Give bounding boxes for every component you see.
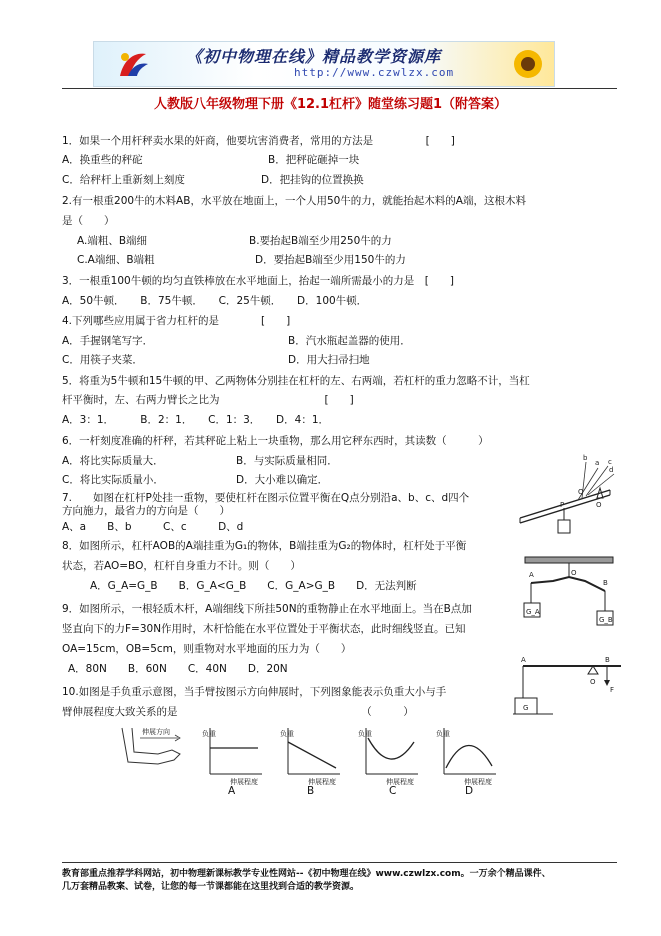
footer-line1: 教育部重点推荐学科网站，初中物理新课标教学专业性网站--《初中物理在线》www.czwlzx.com。一万余个精品课件、 xyxy=(62,869,551,879)
q8-stem-line2: 状态，若AO=BO，杠杆自身重力不计。则（ ） xyxy=(62,560,301,572)
q7-label-a: a xyxy=(595,459,600,467)
q8-label-a: A xyxy=(529,571,534,579)
q7-lever-figure xyxy=(516,450,616,540)
q7-options[interactable]: A、a B、b C、c D、d xyxy=(62,521,244,533)
sunflower-icon xyxy=(508,46,548,82)
footer xyxy=(62,868,551,894)
footer-rule xyxy=(62,862,617,863)
q9-stem-line1: 9．如图所示，一根轻质木杆，A端细线下所挂50N的重物静止在水平地面上。当在B点加 xyxy=(62,603,472,615)
q6-option-b[interactable]: B．与实际质量相同． xyxy=(236,455,338,467)
q10-graph-d-xlabel: 伸展程度 xyxy=(464,778,492,786)
q10-graph-c[interactable] xyxy=(358,728,418,786)
header-rule xyxy=(62,88,617,89)
q10-arm-figure xyxy=(118,722,198,770)
q8-label-ga: G_A xyxy=(526,608,540,616)
q8-lever-figure xyxy=(523,555,618,633)
q6-option-c[interactable]: C．将比实际质量小． xyxy=(62,474,164,486)
q4-stem: 4.下列哪些应用属于省力杠杆的是 [ ] xyxy=(62,315,291,327)
q9-lever-figure xyxy=(513,652,623,724)
q10-stem-line1: 10.如图是手负重示意图，当手臂按图示方向伸展时，下列图象能表示负重大小与手 xyxy=(62,686,447,698)
q5-options[interactable]: A．3：1． B．2：1． C．1：3． D．4：1． xyxy=(62,414,329,426)
q6-stem: 6．一杆刻度准确的杆秤，若其秤砣上粘上一块重物，那么用它秤东西时，其读数（ ） xyxy=(62,435,489,447)
q9-options[interactable]: A．80N B．60N C．40N D．20N xyxy=(68,663,288,675)
q9-stem-line2: 竖直向下的力F=30N作用时，木杆恰能在水平位置处于平衡状态，此时细线竖直。已知 xyxy=(62,623,466,635)
q10-graph-b-ylabel: 负重 xyxy=(280,730,294,738)
q7-label-o: O xyxy=(596,501,602,509)
q10-graph-a-xlabel: 伸展程度 xyxy=(230,778,258,786)
q10-graph-d[interactable] xyxy=(436,728,496,786)
banner-url[interactable]: http://www.czwlzx.com xyxy=(294,66,455,79)
q8-options[interactable]: A．G_A=G_B B．G_A<G_B C．G_A>G_B D．无法判断 xyxy=(90,580,417,592)
q9-stem-line3: OA=15cm，OB=5cm，则重物对水平地面的压力为（ ） xyxy=(62,643,352,655)
q2-option-b[interactable]: B.要抬起B端至少用250牛的力 xyxy=(249,235,392,247)
q5-stem-line2: 杆平衡时，左、右两力臂长之比为 [ ] xyxy=(62,394,354,406)
q3-options[interactable]: A．50牛顿． B．75牛顿． C．25牛顿． D．100牛顿． xyxy=(62,295,368,307)
q7-stem-line1: 7. 如图在杠杆P处挂一重物，要使杠杆在图示位置平衡在Q点分别沿a、b、c、d四个 xyxy=(62,492,470,504)
q10-stem-line2: 臂伸展程度大致关系的是 （ ） xyxy=(62,706,414,718)
banner-title: 《初中物理在线》精品教学资源库 xyxy=(186,47,442,66)
q6-option-a[interactable]: A．将比实际质量大． xyxy=(62,455,164,467)
q10-graph-d-label: D xyxy=(465,785,474,797)
q9-label-a: A xyxy=(521,656,526,664)
document-title: 人教版八年级物理下册《12.1杠杆》随堂练习题1（附答案） xyxy=(153,97,508,112)
q2-option-c[interactable]: C.A端细、B端粗 xyxy=(77,254,155,266)
q10-graphs xyxy=(200,724,520,792)
q2-stem-line2: 是（ ） xyxy=(62,215,115,227)
q7-label-c: c xyxy=(608,458,612,466)
q8-label-gb: G_B xyxy=(599,616,613,624)
q10-graph-b-label: B xyxy=(307,785,315,797)
q8-stem-line1: 8．如图所示，杠杆AOB的A端挂重为G₁的物体，B端挂重为G₂的物体时，杠杆处于平衡 xyxy=(62,540,467,552)
q10-arm-label: 伸展方向 xyxy=(142,728,170,736)
q1-option-c[interactable]: C．给秤杆上重新刻上刻度 xyxy=(62,174,185,186)
q10-graph-a[interactable] xyxy=(202,728,262,786)
q10-graph-b[interactable] xyxy=(280,728,340,786)
q8-label-b: B xyxy=(603,579,608,587)
q6-option-d[interactable]: D．大小难以确定． xyxy=(236,474,329,486)
q2-option-d[interactable]: D．要抬起B端至少用150牛的力 xyxy=(255,254,406,266)
footer-line2: 几万套精品教案、试卷，让您的每一节课都能在这里找到合适的教学资源。 xyxy=(62,882,360,892)
q5-stem-line1: 5．将重为5牛顿和15牛顿的甲、乙两物体分别挂在杠杆的左、右两端，若杠杆的重力忽略不计，当杠 xyxy=(62,375,530,387)
site-logo-icon xyxy=(116,48,150,80)
q2-option-a[interactable]: A.端粗、B端细 xyxy=(77,235,148,247)
q4-option-a[interactable]: A．手握钢笔写字． xyxy=(62,335,154,347)
q7-label-d: d xyxy=(609,466,614,474)
q10-graph-d-ylabel: 负重 xyxy=(436,730,450,738)
q9-label-b: B xyxy=(605,656,610,664)
q1-stem: 1．如果一个用杆秤卖水果的奸商，他要坑害消费者，常用的方法是 [ ] xyxy=(62,135,455,147)
q1-option-b[interactable]: B．把秤砣砸掉一块 xyxy=(268,154,360,166)
q4-option-c[interactable]: C．用筷子夹菜． xyxy=(62,354,143,366)
q4-option-b[interactable]: B．汽水瓶起盖器的使用． xyxy=(288,335,411,347)
q7-stem-line2: 方向施力，最省力的方向是（ ） xyxy=(62,505,230,517)
q10-graph-c-label: C xyxy=(389,785,397,797)
q10-graph-c-xlabel: 伸展程度 xyxy=(386,778,414,786)
q9-label-g: G xyxy=(523,704,529,712)
q10-graph-a-ylabel: 负重 xyxy=(202,730,216,738)
q9-label-o: O xyxy=(590,678,596,686)
q10-graph-b-xlabel: 伸展程度 xyxy=(308,778,336,786)
q4-option-d[interactable]: D．用大扫帚扫地 xyxy=(288,354,370,366)
q1-option-a[interactable]: A．换重些的秤砣 xyxy=(62,154,143,166)
q10-graph-a-label: A xyxy=(228,785,236,797)
q9-label-f: F xyxy=(610,686,615,694)
q3-stem: 3．一根重100牛顿的均匀直铁棒放在水平地面上，抬起一端所需最小的力是 [ ] xyxy=(62,275,454,287)
q10-graph-c-ylabel: 负重 xyxy=(358,730,372,738)
site-banner[interactable] xyxy=(93,41,555,87)
q7-label-p: P xyxy=(560,501,565,509)
q2-stem-line1: 2.有一根重200牛的木料AB，水平放在地面上，一个人用50牛的力，就能抬起木料的A端，这根木料 xyxy=(62,195,526,207)
q7-label-q: Q xyxy=(578,488,584,496)
q8-label-o: O xyxy=(571,569,577,577)
q1-option-d[interactable]: D．把挂钩的位置换换 xyxy=(261,174,364,186)
q7-label-b: b xyxy=(583,454,588,462)
